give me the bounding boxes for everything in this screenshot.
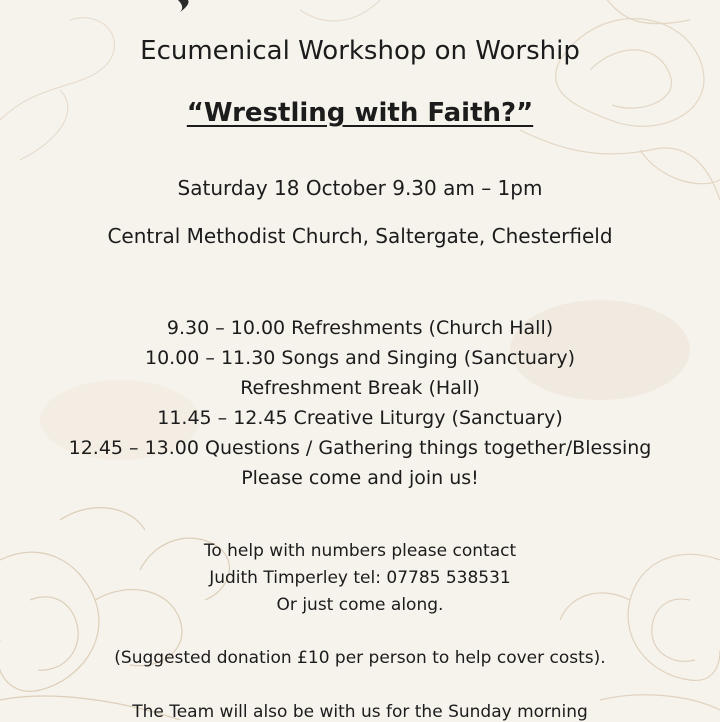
schedule-list [0,313,720,493]
event-title: Ecumenical Workshop on Worship [140,36,580,66]
contact-block [0,538,720,619]
schedule-item: 9.30 – 10.00 Refreshments (Church Hall) [166,317,554,339]
contact-line: To help with numbers please contact [203,541,517,561]
contact-line: Or just come along. [276,595,444,615]
schedule-item: 10.00 – 11.30 Songs and Singing (Sanctuary) [145,347,575,369]
invitation-line: Please come and join us! [241,467,479,489]
event-subtitle: “Wrestling with Faith?” [186,98,534,128]
contact-line: Judith Timperley tel: 07785 538531 [209,568,511,588]
donation-note: (Suggested donation £10 per person to help cover costs). [114,648,606,668]
schedule-item: 11.45 – 12.45 Creative Liturgy (Sanctuary) [157,407,563,429]
event-venue: Central Methodist Church, Saltergate, Chesterfield [107,224,613,248]
schedule-item: 12.45 – 13.00 Questions / Gathering things together/Blessing [68,437,652,459]
event-date-time: Saturday 18 October 9.30 am – 1pm [177,176,543,200]
schedule-item: Refreshment Break (Hall) [240,377,480,399]
team-note: The Team will also be with us for the Sunday morning [132,702,588,722]
